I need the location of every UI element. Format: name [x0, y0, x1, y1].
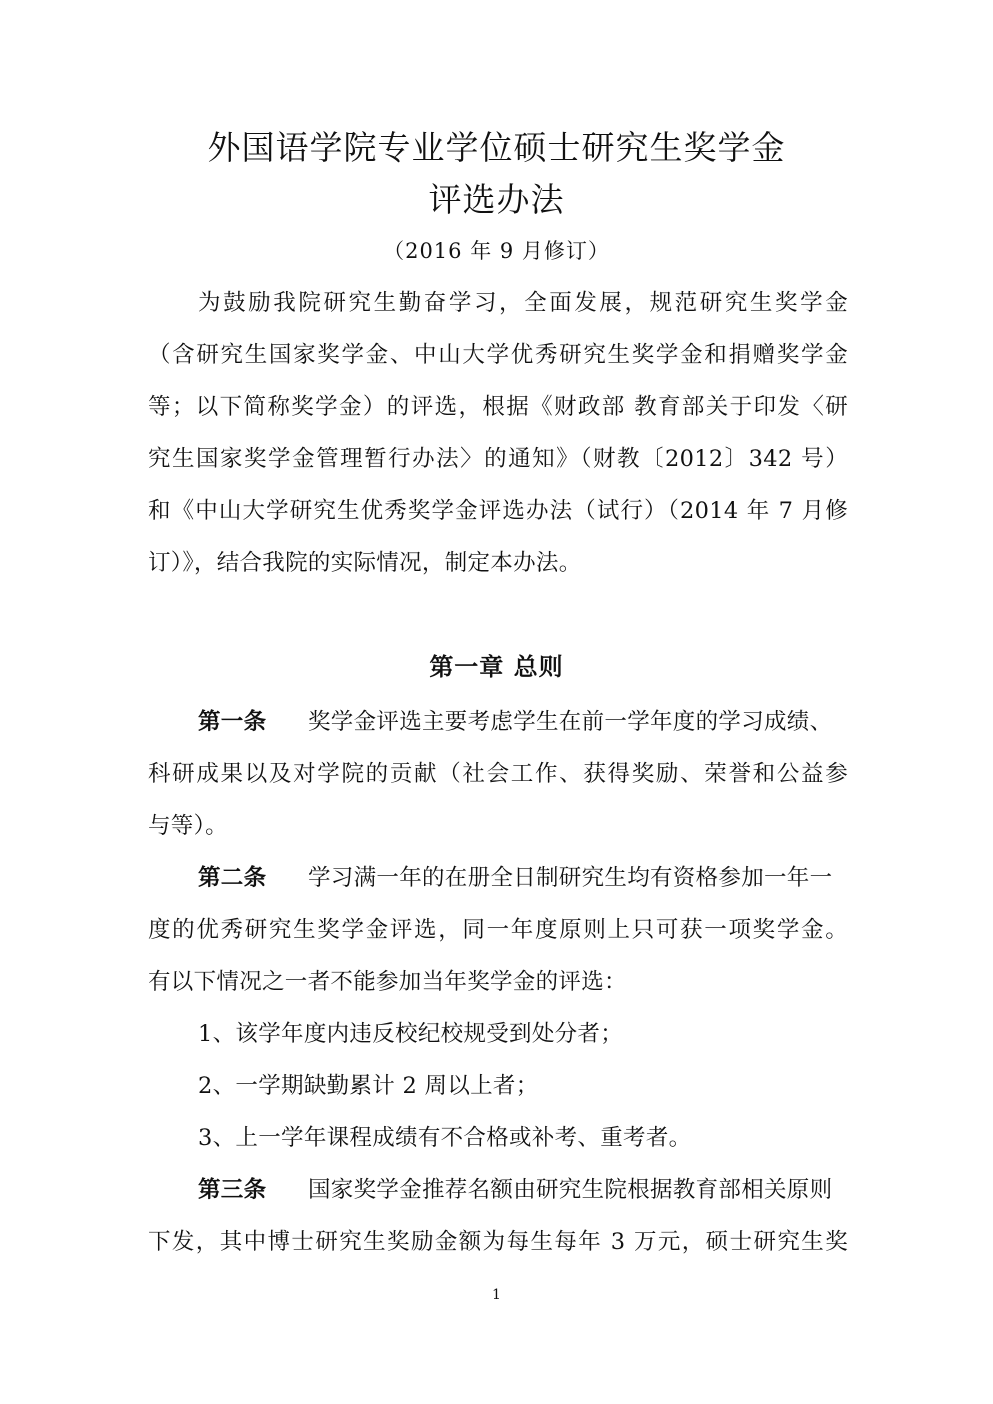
list-item: 1、该学年度内违反校纪校规受到处分者；	[198, 1021, 624, 1047]
preamble-line: 为鼓励我院研究生勤奋学习，全面发展，规范研究生奖学金	[198, 290, 848, 316]
article-3-first-line	[198, 1175, 848, 1205]
preamble-line: 和《中山大学研究生优秀奖学金评选办法（试行）（2014 年 7 月修	[148, 498, 848, 524]
preamble-line: （含研究生国家奖学金、中山大学优秀研究生奖学金和捐赠奖学金	[148, 342, 848, 368]
preamble-line: 等；以下简称奖学金）的评选，根据《财政部 教育部关于印发〈研	[148, 394, 848, 420]
list-item: 3、上一学年课程成绩有不合格或补考、重考者。	[198, 1125, 692, 1151]
article-2-line: 有以下情况之一者不能参加当年奖学金的评选：	[148, 969, 627, 995]
list-item: 2、一学期缺勤累计 2 周以上者；	[198, 1073, 539, 1099]
article-label: 第一条	[198, 709, 267, 735]
document-title-line-1: 外国语学院专业学位硕士研究生奖学金	[207, 128, 786, 167]
article-3-line: 下发，其中博士研究生奖励金额为每生每年 3 万元，硕士研究生奖	[148, 1229, 848, 1255]
article-label: 第三条	[198, 1177, 267, 1203]
revision-note: （2016 年 9 月修订）	[383, 239, 610, 263]
preamble-line: 订）》，结合我院的实际情况，制定本办法。	[148, 550, 582, 576]
article-text: 国家奖学金推荐名额由研究生院根据教育部相关原则	[308, 1177, 833, 1203]
document-title-line-2: 评选办法	[428, 180, 565, 219]
article-2-line: 度的优秀研究生奖学金评选，同一年度原则上只可获一项奖学金。	[148, 917, 848, 943]
article-2-first-line	[198, 863, 848, 893]
article-text: 学习满一年的在册全日制研究生均有资格参加一年一	[308, 865, 833, 891]
article-1-line: 科研成果以及对学院的贡献（社会工作、获得奖励、荣誉和公益参	[148, 761, 848, 787]
article-text: 奖学金评选主要考虑学生在前一学年度的学习成绩、	[308, 709, 833, 735]
preamble-line: 究生国家奖学金管理暂行办法〉的通知》（财教〔2012〕342 号）	[148, 446, 848, 472]
article-1-line: 与等）。	[148, 813, 228, 839]
article-label: 第二条	[198, 865, 267, 891]
page-number: 1	[492, 1287, 501, 1303]
chapter-heading: 第一章 总则	[429, 653, 564, 681]
article-1-first-line	[198, 707, 848, 737]
